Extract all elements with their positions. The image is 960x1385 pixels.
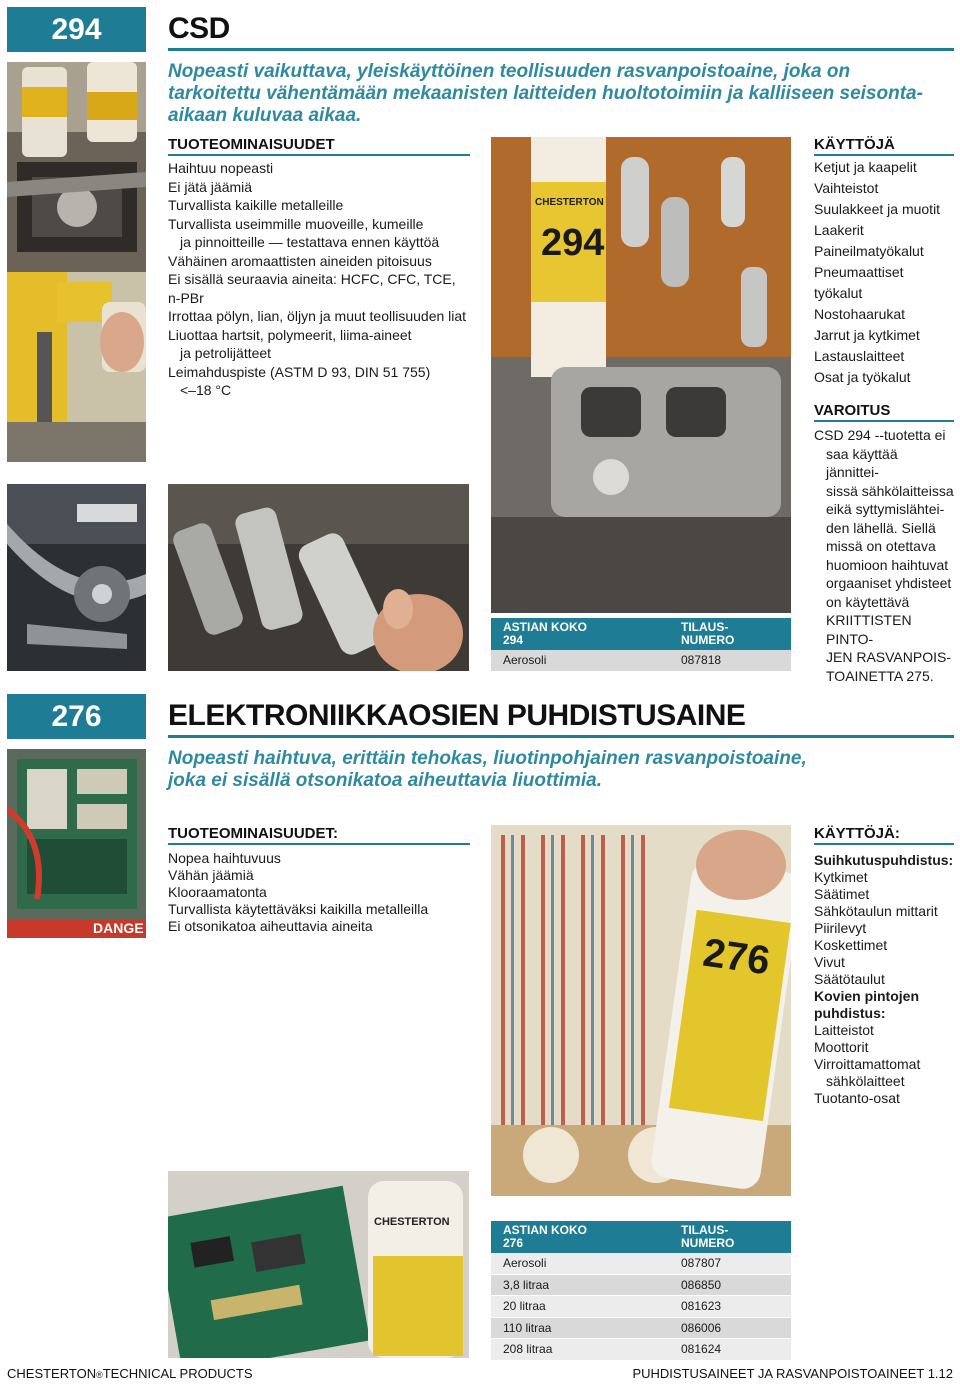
photo-control-panel	[7, 749, 146, 938]
order-cell: 087807	[681, 1256, 722, 1270]
features-heading: TUOTEOMINAISUUDET	[168, 136, 470, 156]
order-cell: 086006	[681, 1320, 722, 1335]
table-row	[491, 1318, 791, 1340]
uses-heading: KÄYTTÖJÄ:	[814, 825, 954, 845]
product-number-badge: 276	[7, 694, 146, 739]
feature-item: Turvallista käytettäväksi kaikilla metalleilla	[168, 901, 429, 917]
can-number-label: 276	[700, 930, 773, 984]
order-table-294	[491, 618, 791, 672]
use-item: Laitteistot	[814, 1022, 874, 1038]
footer-brand	[7, 1366, 253, 1381]
title-rule	[168, 48, 954, 51]
use-item: Moottorit	[814, 1039, 869, 1055]
feature-item: Turvallista kaikille metalleille	[168, 197, 344, 213]
order-table-276	[491, 1221, 791, 1361]
use-item: Paineilmatyökalut	[814, 243, 924, 259]
title-rule	[168, 735, 954, 738]
danger-label: DANGE	[93, 920, 144, 936]
col-size-head-sub: 276	[503, 1236, 524, 1250]
feature-item: Turvallista useimmille muoveille, kumeille	[168, 215, 424, 232]
use-item: Vaihteistot	[814, 180, 879, 196]
photo-276-spray-wires	[491, 825, 791, 1196]
product-subtitle: Nopeasti haihtuva, erittäin tehokas, liuotinpohjainen rasvanpoistoaine, joka ei sisällä otsonikatoa aiheuttavia liuottimia.	[168, 748, 807, 791]
warning-line: saa käyttää jännittei-	[826, 445, 898, 480]
use-item: Jarrut ja kytkimet	[814, 327, 920, 343]
feature-item: <–18 °C	[180, 382, 232, 398]
use-item: Kytkimet	[814, 869, 868, 885]
photo-valve-lifters	[168, 484, 469, 671]
feature-item: ja pinnoitteille — testattava ennen käyttöä	[180, 234, 440, 250]
use-item: Suulakkeet ja muotit	[814, 201, 941, 217]
product-subtitle: Nopeasti vaikuttava, yleiskäyttöinen teollisuuden rasvanpoistoaine, joka on tarkoitettu vähentämään mekaanisten laitteiden huoltotoimiin ja kalliiseen seisonta-aikaan kuluvaa aikaa.	[168, 61, 923, 126]
feature-item: Haihtuu nopeasti	[168, 160, 274, 176]
table-header	[491, 1221, 791, 1253]
col-order-head: TILAUS-	[681, 1223, 729, 1237]
dip-heading: Kovien pintojen	[814, 988, 919, 1004]
footer-section: PUHDISTUSAINEET JA RASVANPOISTOAINEET 1.12	[632, 1366, 953, 1381]
features-heading: TUOTEOMINAISUUDET:	[168, 825, 470, 845]
feature-item: Ei otsonikatoa aiheuttavia aineita	[168, 918, 373, 934]
footer-brand-text: TECHNICAL PRODUCTS	[102, 1366, 253, 1381]
feature-item: ja petrolijätteet	[180, 345, 272, 361]
spray-heading: Suihkutuspuhdistus:	[814, 852, 954, 868]
col-size-head: ASTIAN KOKO	[503, 620, 587, 634]
warning-line: den lähellä. Siellä	[826, 519, 936, 536]
order-cell: 086850	[681, 1277, 722, 1292]
product-title: CSD	[168, 12, 230, 45]
feature-item: Ei sisällä seuraavia aineita: HCFC, CFC, TCE, n-PBr	[168, 271, 456, 306]
footer-brand-name: CHESTERTON	[7, 1366, 97, 1381]
table-header	[491, 618, 791, 650]
warning-line: orgaaniset yhdisteet	[826, 575, 952, 591]
feature-item: Irrottaa pölyn, lian, öljyn ja muut teollisuuden liat	[168, 308, 467, 324]
size-cell: 20 litraa	[503, 1299, 546, 1313]
use-item: Piirilevyt	[814, 920, 867, 936]
table-row	[491, 1296, 791, 1318]
feature-item: Vähäinen aromaattisten aineiden pitoisuus	[168, 252, 432, 269]
table-row	[491, 1339, 791, 1361]
use-item: Virroittamattomat	[814, 1056, 921, 1072]
order-cell: 087818	[681, 653, 722, 667]
table-row	[491, 1275, 791, 1297]
feature-item: Leimahduspiste (ASTM D 93, DIN 51 755)	[168, 363, 431, 380]
feature-item: Nopea haihtuvuus	[168, 850, 281, 866]
use-item: Pneumaattiset työkalut	[814, 264, 904, 301]
warning-line: TOAINETTA 275.	[826, 667, 934, 684]
warning-line: JEN RASVANPOIS-	[826, 649, 951, 665]
can-number-label: 294	[541, 222, 605, 264]
use-item: Koskettimet	[814, 937, 888, 953]
warning-heading: VAROITUS	[814, 402, 954, 422]
warning-line: missä on otettava	[826, 538, 936, 554]
table-row	[491, 650, 791, 672]
use-item: Laakerit	[814, 222, 864, 238]
uses-heading: KÄYTTÖJÄ	[814, 136, 954, 156]
photo-294-can-engine	[491, 137, 791, 613]
product-number-badge: 294	[7, 7, 146, 52]
photo-engine-cleaning	[7, 62, 146, 272]
use-item: sähkölaitteet	[826, 1073, 905, 1089]
warning-line: sissä sähkölaitteissa	[826, 482, 954, 499]
size-cell: 3,8 litraa	[503, 1277, 550, 1292]
use-item: Vivut	[814, 954, 845, 970]
dip-heading-sub: puhdistus:	[814, 1005, 886, 1021]
col-order-head-sub: NUMERO	[681, 633, 735, 647]
warning-line: huomioon haihtuvat	[826, 556, 949, 573]
use-item: Sähkötaulun mittarit	[814, 903, 938, 919]
warning-line: CSD 294 --tuotetta ei	[814, 427, 946, 443]
col-size-head-sub: 294	[503, 633, 524, 647]
order-cell: 081624	[681, 1342, 722, 1356]
can-brand-label: CHESTERTON	[374, 1216, 450, 1228]
warning-line: on käytettävä	[826, 593, 910, 610]
warning-line: KRIITTISTEN PINTO-	[826, 612, 912, 647]
size-cell: Aerosoli	[503, 1256, 547, 1270]
table-row	[491, 1253, 791, 1275]
feature-item: Ei jätä jäämiä	[168, 178, 253, 195]
photo-drill-press	[7, 272, 146, 462]
feature-item: Vähän jäämiä	[168, 867, 254, 883]
feature-item: Liuottaa hartsit, polymeerit, liima-aineet	[168, 326, 412, 343]
can-brand-label: CHESTERTON	[535, 197, 604, 208]
use-item: Säätötaulut	[814, 971, 885, 987]
col-size-head: ASTIAN KOKO	[503, 1223, 587, 1237]
photo-276-circuit-board	[168, 1171, 469, 1358]
size-cell: 208 litraa	[503, 1342, 553, 1356]
use-item: Ketjut ja kaapelit	[814, 159, 917, 175]
col-order-head: TILAUS-	[681, 620, 729, 634]
use-item: Nostohaarukat	[814, 306, 906, 322]
use-item: Osat ja työkalut	[814, 369, 911, 385]
use-item: Lastauslaitteet	[814, 348, 905, 364]
order-cell: 081623	[681, 1299, 722, 1313]
product-title: ELEKTRONIIKKAOSIEN PUHDISTUSAINE	[168, 699, 746, 732]
size-cell: Aerosoli	[503, 653, 547, 667]
warning-line: eikä syttymislähtei-	[826, 501, 945, 517]
col-order-head-sub: NUMERO	[681, 1236, 735, 1250]
feature-item: Klooraamatonta	[168, 884, 267, 900]
registered-mark: ®	[96, 1370, 103, 1380]
use-item: Säätimet	[814, 886, 870, 902]
photo-chain-spray	[7, 484, 146, 671]
size-cell: 110 litraa	[503, 1320, 552, 1335]
use-item: Tuotanto-osat	[814, 1090, 900, 1106]
